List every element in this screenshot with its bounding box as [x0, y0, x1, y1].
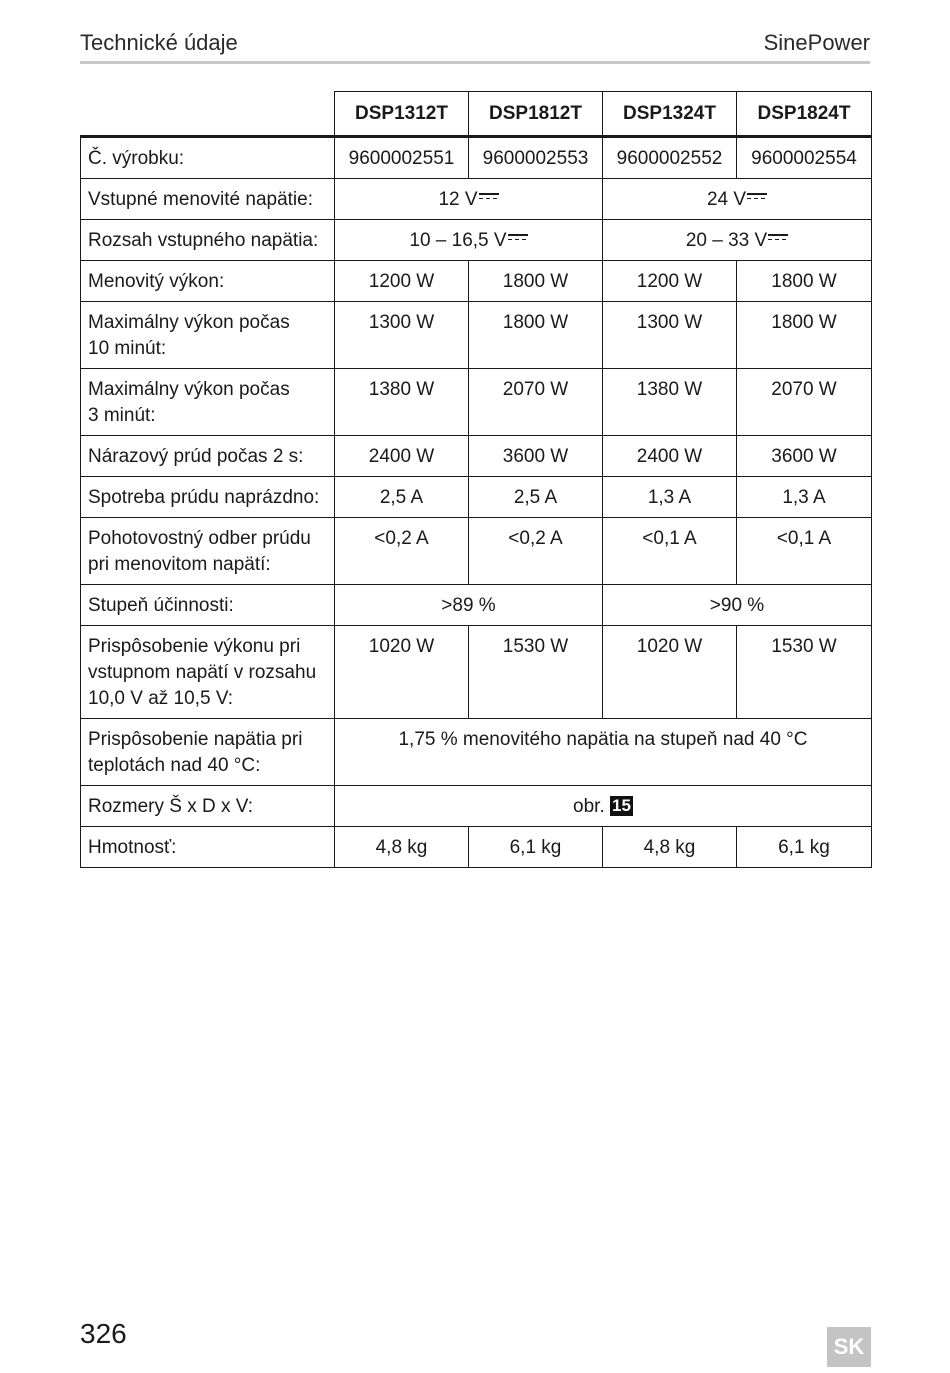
table-cell: 1380 W: [335, 369, 469, 436]
table-corner-cell: [81, 92, 335, 137]
table-cell: 1800 W: [737, 302, 872, 369]
table-cell: 2400 W: [603, 436, 737, 477]
page-number: 326: [80, 1318, 127, 1349]
row-label: [81, 719, 335, 786]
table-cell: 1300 W: [335, 302, 469, 369]
table-row-standby-current: [81, 518, 872, 585]
table-cell: [335, 220, 603, 261]
table-cell: 6,1 kg: [737, 827, 872, 868]
model-header: DSP1812T: [469, 92, 603, 137]
row-label-line: Maximálny výkon počas: [88, 379, 290, 400]
table-cell: <0,2 A: [469, 518, 603, 585]
row-label: Menovitý výkon:: [81, 261, 335, 302]
table-cell: <0,1 A: [737, 518, 872, 585]
table-cell: 2,5 A: [335, 477, 469, 518]
table-cell: 3600 W: [737, 436, 872, 477]
row-label-line: Maximálny výkon počas: [88, 312, 290, 333]
model-header: DSP1312T: [335, 92, 469, 137]
row-label-line: Prispôsobenie výkonu pri: [88, 636, 301, 657]
cell-value: 12 V: [438, 189, 478, 210]
table-cell: [335, 179, 603, 220]
header-section-title: Technické údaje: [80, 30, 238, 55]
row-label: Stupeň účinnosti:: [81, 585, 335, 626]
table-row-efficiency: [81, 585, 872, 626]
table-cell: <0,1 A: [603, 518, 737, 585]
table-row-weight: [81, 827, 872, 868]
row-label: [81, 302, 335, 369]
row-label: Hmotnosť:: [81, 827, 335, 868]
model-header: DSP1324T: [603, 92, 737, 137]
table-row-max-power-3min: [81, 369, 872, 436]
row-label: [81, 518, 335, 585]
table-cell: 1530 W: [737, 626, 872, 719]
figure-number-badge: 15: [612, 796, 631, 815]
row-label-line: pri menovitom napätí:: [88, 554, 271, 575]
row-label: Nárazový prúd počas 2 s:: [81, 436, 335, 477]
table-cell: [335, 786, 872, 827]
row-label: Vstupné menovité napätie:: [81, 179, 335, 220]
row-label-line: 10 minút:: [88, 338, 167, 359]
model-header: DSP1824T: [737, 92, 872, 137]
dc-voltage-icon: [479, 193, 499, 204]
table-row-surge: [81, 436, 872, 477]
table-cell: 1020 W: [335, 626, 469, 719]
dc-voltage-icon: [747, 193, 767, 204]
table-cell: >90 %: [603, 585, 872, 626]
header-divider: [80, 61, 870, 64]
table-row-max-power-10min: [81, 302, 872, 369]
table-row-rated-power: [81, 261, 872, 302]
table-cell: 6,1 kg: [469, 827, 603, 868]
row-label-line: Prispôsobenie napätia pri: [88, 729, 303, 750]
table-cell: 1800 W: [469, 261, 603, 302]
table-header-row: [81, 92, 872, 137]
table-row-dimensions: [81, 786, 872, 827]
header-product-name: SinePower: [763, 30, 870, 55]
table-row-input-range: [81, 220, 872, 261]
dc-voltage-icon: [508, 234, 528, 245]
table-cell: [603, 220, 872, 261]
row-label: [81, 369, 335, 436]
dc-voltage-icon: [768, 234, 788, 245]
row-label-line: vstupnom napätí v rozsahu: [88, 662, 317, 683]
cell-value: 10 – 16,5 V: [409, 230, 507, 251]
table-cell: 1,3 A: [603, 477, 737, 518]
row-label: [81, 626, 335, 719]
row-label-line: teplotách nad 40 °C:: [88, 755, 261, 776]
row-label: Rozsah vstupného napätia:: [81, 220, 335, 261]
table-cell: 9600002551: [335, 137, 469, 179]
table-row-part-number: [81, 137, 872, 179]
table-cell: <0,2 A: [335, 518, 469, 585]
table-cell: 2400 W: [335, 436, 469, 477]
table-cell: 1020 W: [603, 626, 737, 719]
row-label-line: 3 minút:: [88, 405, 156, 426]
cell-value: 24 V: [706, 189, 747, 210]
table-cell: 9600002554: [737, 137, 872, 179]
table-cell: 1200 W: [603, 261, 737, 302]
table-cell: 1380 W: [603, 369, 737, 436]
row-label: Rozmery Š x D x V:: [81, 786, 335, 827]
table-cell: 9600002553: [469, 137, 603, 179]
table-cell: 2070 W: [469, 369, 603, 436]
cell-value: 20 – 33 V: [685, 230, 768, 251]
table-cell: >89 %: [335, 585, 603, 626]
table-cell: 2,5 A: [469, 477, 603, 518]
table-cell: 4,8 kg: [603, 827, 737, 868]
language-badge: SK: [827, 1327, 871, 1367]
table-cell: 1800 W: [469, 302, 603, 369]
table-cell: 1200 W: [335, 261, 469, 302]
table-cell: 1,3 A: [737, 477, 872, 518]
table-cell: 9600002552: [603, 137, 737, 179]
table-cell: 4,8 kg: [335, 827, 469, 868]
table-cell: 2070 W: [737, 369, 872, 436]
table-cell: 1,75 % menovitého napätia na stupeň nad 40 °C: [335, 719, 872, 786]
table-cell: [603, 179, 872, 220]
figure-ref-prefix: obr.: [573, 796, 605, 817]
table-cell: 1530 W: [469, 626, 603, 719]
table-cell: 1800 W: [737, 261, 872, 302]
row-label-line: 10,0 V až 10,5 V:: [88, 688, 234, 709]
row-label: Č. výrobku:: [81, 137, 335, 179]
table-row-voltage-adaptation: [81, 719, 872, 786]
row-label-line: Pohotovostný odber prúdu: [88, 528, 311, 549]
specs-table: [80, 91, 872, 868]
table-row-idle-current: [81, 477, 872, 518]
table-cell: 1300 W: [603, 302, 737, 369]
table-cell: 3600 W: [469, 436, 603, 477]
table-row-power-adaptation: [81, 626, 872, 719]
row-label: Spotreba prúdu naprázdno:: [81, 477, 335, 518]
table-row-input-voltage: [81, 179, 872, 220]
